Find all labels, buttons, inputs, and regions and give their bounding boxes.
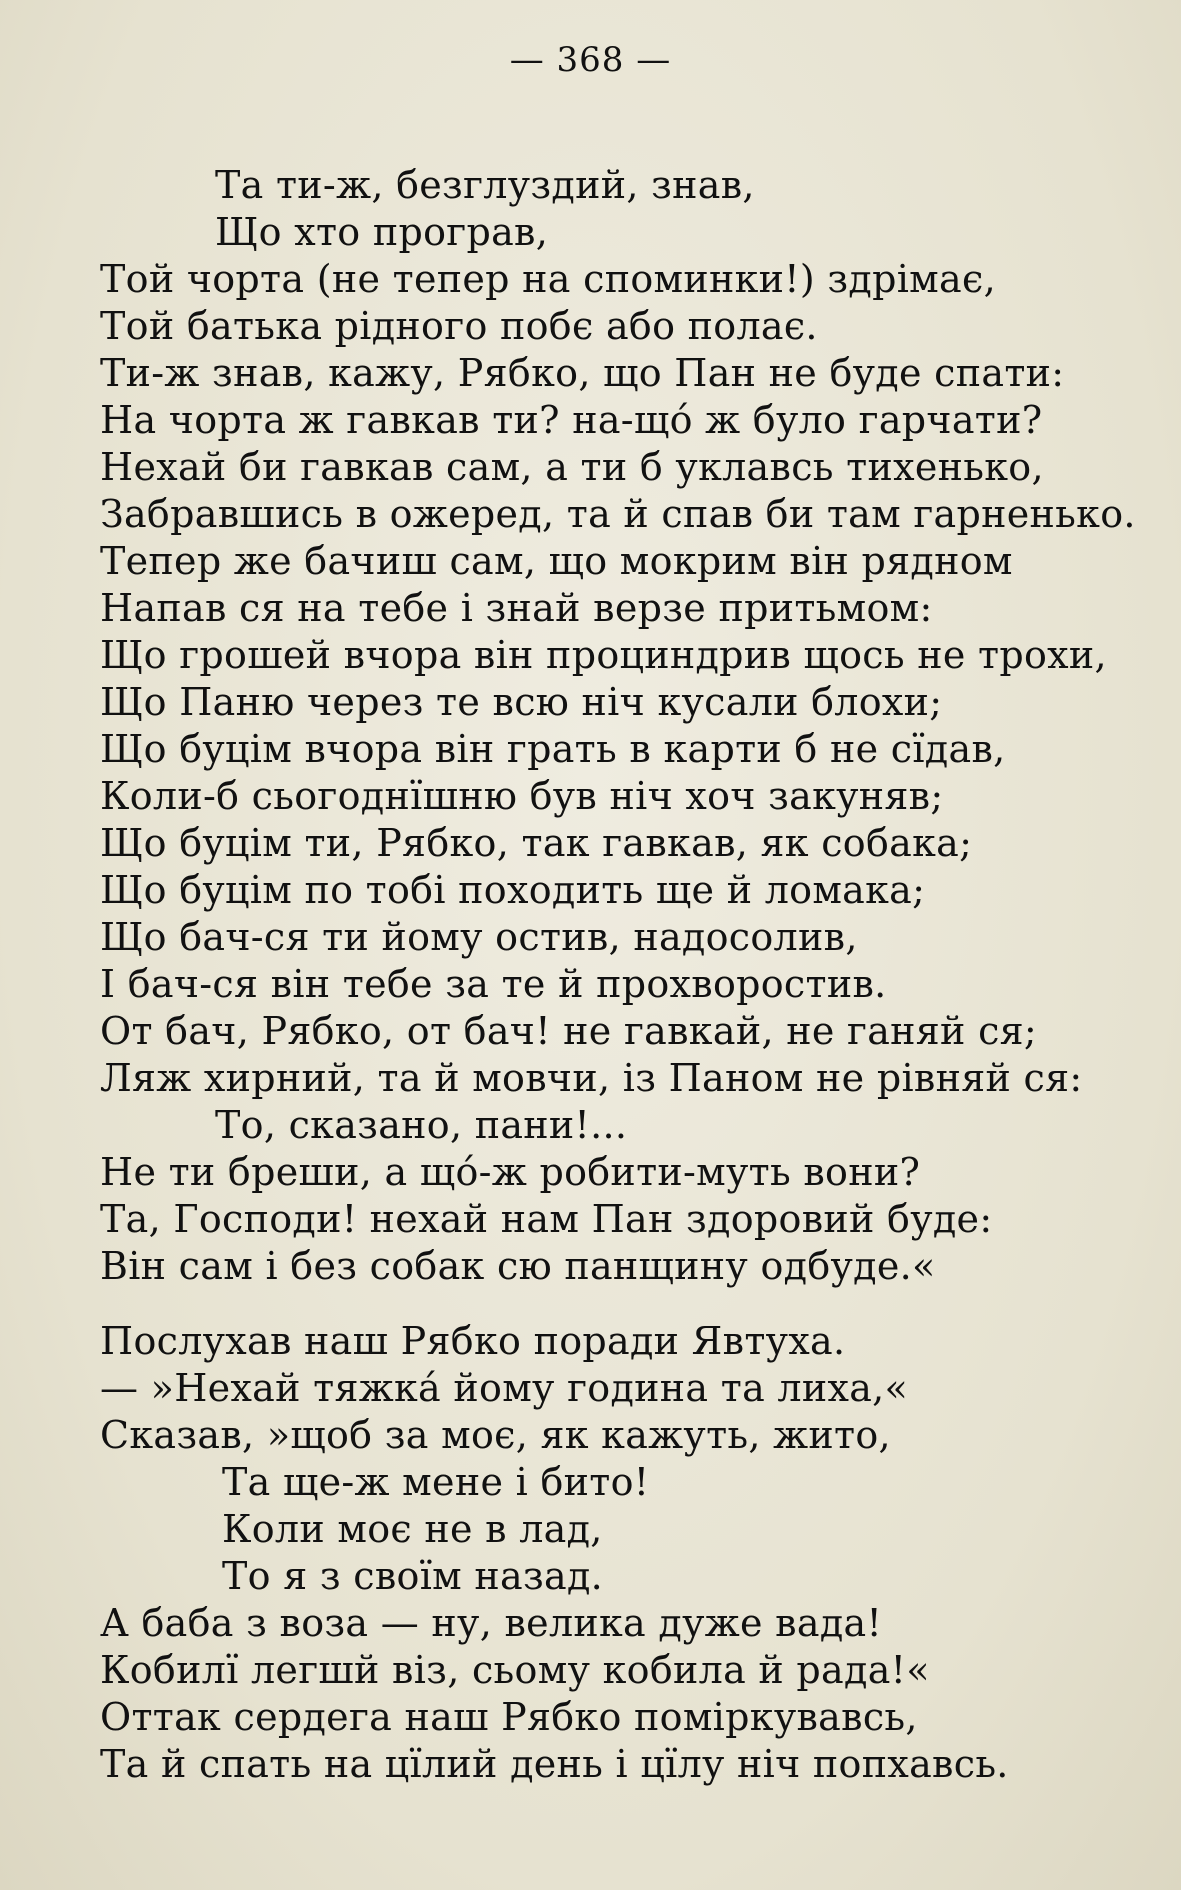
verse-line: Коли моє не в лад, bbox=[222, 1507, 603, 1551]
verse-line: Ляж хирний, та й мовчи, із Паном не рівняй ся: bbox=[100, 1056, 1083, 1100]
verse-line: Нехай би гавкав сам, а ти б уклавсь тихенько, bbox=[100, 445, 1044, 489]
verse-line: От бач, Рябко, от бач! не гавкай, не ганяй ся; bbox=[100, 1009, 1038, 1053]
page-number: — 368 — bbox=[509, 40, 672, 80]
verse-line: Що бач-ся ти йому остив, надосолив, bbox=[100, 915, 858, 959]
verse-line: Кобилї легшй віз, сьому кобила й рада!« bbox=[100, 1648, 930, 1692]
verse-line: Оттак сердега наш Рябко поміркувавсь, bbox=[100, 1695, 918, 1739]
verse-line: Він сам і без собак сю панщину одбуде.« bbox=[100, 1244, 936, 1288]
verse-line: Напав ся на тебе і знай верзе притьмом: bbox=[100, 586, 933, 630]
verse-line: Що хто програв, bbox=[215, 210, 549, 254]
verse-line: Та ти-ж, безглуздий, знав, bbox=[215, 163, 755, 207]
verse-line: Що Паню через те всю ніч кусали блохи; bbox=[100, 680, 943, 724]
verse-line: Сказав, »щоб за моє, як кажуть, жито, bbox=[100, 1413, 891, 1457]
verse-line: Тепер же бачиш сам, що мокрим він рядном bbox=[100, 539, 1013, 583]
verse-line: Ти-ж знав, кажу, Рябко, що Пан не буде спати: bbox=[100, 351, 1065, 395]
verse-line: І бач-ся він тебе за те й прохворостив. bbox=[100, 962, 887, 1006]
verse-line: Що грошей вчора він проциндрив щось не трохи, bbox=[100, 633, 1107, 677]
verse-line: — »Нехай тяжка́ йому година та лиха,« bbox=[100, 1366, 909, 1410]
verse-line: Не ти бреши, а що́-ж робити-муть вони? bbox=[100, 1150, 921, 1194]
verse-line: То, сказано, пани!... bbox=[215, 1103, 628, 1147]
verse-line: Що буцім вчора він грать в карти б не сїдав, bbox=[100, 727, 1006, 771]
verse-line: Забравшись в ожеред, та й спав би там гарненько. bbox=[100, 492, 1136, 536]
verse-line: Що буцім ти, Рябко, так гавкав, як собака; bbox=[100, 821, 973, 865]
verse-line: Та й спать на цїлий день і цїлу ніч попхавсь. bbox=[100, 1742, 1009, 1786]
verse-line: То я з своїм назад. bbox=[222, 1554, 604, 1598]
verse-line: Коли-б сьогоднїшню був ніч хоч закуняв; bbox=[100, 774, 944, 818]
verse-line: А баба з воза — ну, велика дуже вада! bbox=[100, 1601, 883, 1645]
verse-line: Послухав наш Рябко поради Явтуха. bbox=[100, 1319, 846, 1363]
verse-line: Та ще-ж мене і бито! bbox=[222, 1460, 650, 1504]
verse-line: Що буцім по тобі походить ще й ломака; bbox=[100, 868, 926, 912]
verse-line: Та, Господи! нехай нам Пан здоровий буде: bbox=[100, 1197, 993, 1241]
verse-line: Той батька рідного побє або полає. bbox=[100, 304, 818, 348]
verse-line: На чорта ж гавкав ти? на-що́ ж було гарчати? bbox=[100, 398, 1043, 442]
verse-line: Той чорта (не тепер на споминки!) здрімає, bbox=[100, 257, 996, 301]
